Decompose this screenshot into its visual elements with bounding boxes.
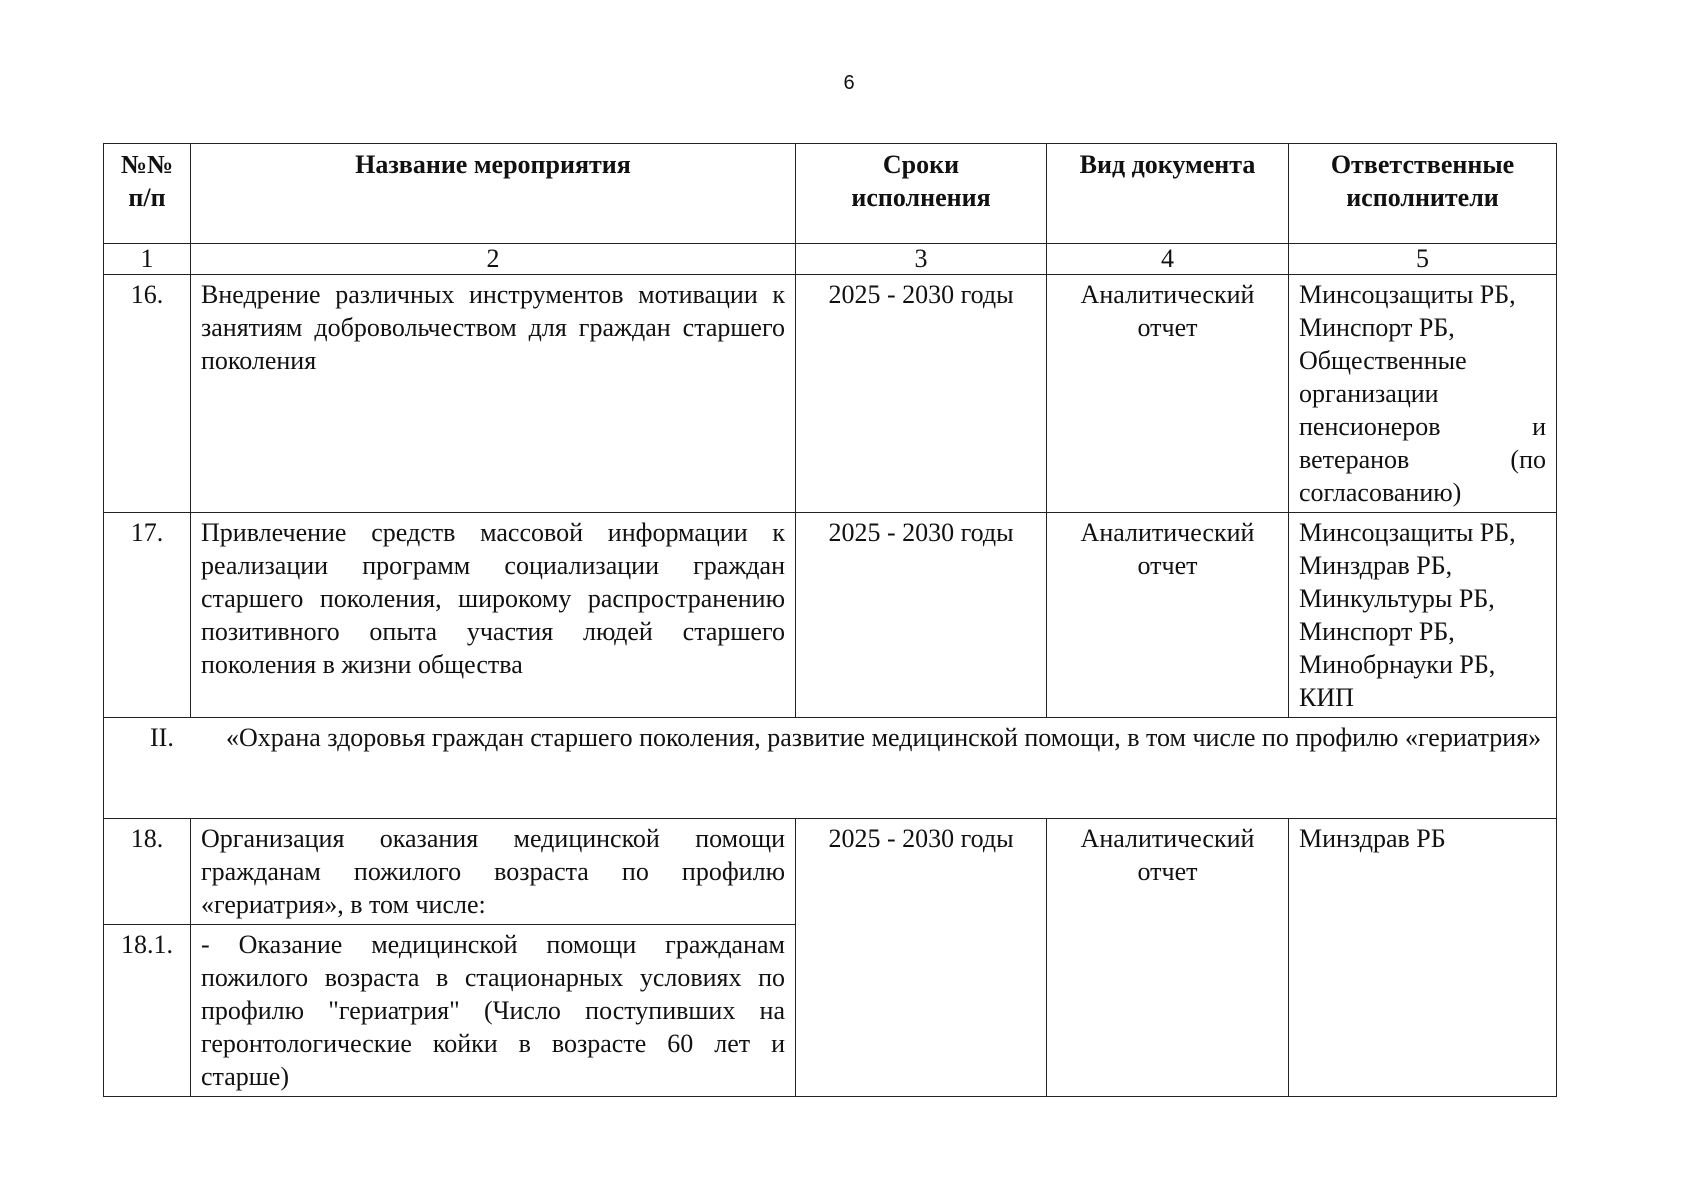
header-number-line-2: п/п [128,183,166,212]
column-number-2: 2 [191,244,796,275]
responsible-line: Минобрнауки РБ, [1299,650,1496,679]
action-plan-table [103,143,1557,1097]
row-number: 16. [104,275,191,513]
responsible-line: Минсоцзащиты РБ, [1299,280,1516,309]
header-deadlines-line-2: исполнения [851,183,991,212]
event-name: - Оказание медицинской помощи гражданам пожилого возраста в стационарных условиях по профилю "гериатрия" (Число поступивших на геронтологические койки в возрасте 60 лет и старше) [191,925,796,1097]
page-number: 6 [843,72,855,94]
row-number: 18.1. [104,925,191,1097]
column-number-1: 1 [104,244,191,275]
section-number: II. [150,723,174,752]
header-document-type-text: Вид документа [1079,150,1256,179]
section-cell [104,718,1557,819]
row-number: 18. [104,819,191,925]
responsible-line: Минкультуры РБ, [1299,584,1495,613]
section-row [104,718,1557,819]
responsible-line: Минспорт РБ, [1299,617,1455,646]
column-number-5: 5 [1289,244,1557,275]
responsible-executors: Минздрав РБ [1289,819,1557,1097]
header-responsible [1289,144,1557,244]
section-title: «Охрана здоровья граждан старшего поколения, развитие медицинской помощи, в том числе по профилю «гериатрия» [226,723,1542,752]
event-name: Организация оказания медицинской помощи гражданам пожилого возраста по профилю «гериатрия», в том числе: [191,819,796,925]
table-row-17 [104,513,1557,718]
document-type: Аналитический отчет [1047,275,1289,513]
responsible-executors [1289,275,1557,513]
column-number-3: 3 [796,244,1047,275]
responsible-line: Минздрав РБ, [1299,551,1453,580]
responsible-executors [1289,513,1557,718]
event-name: Внедрение различных инструментов мотивации к занятиям добровольчеством для граждан старшего поколения [191,275,796,513]
deadline: 2025 - 2030 годы [796,513,1047,718]
responsible-line: Минсоцзащиты РБ, [1299,518,1516,547]
row-number: 17. [104,513,191,718]
header-responsible-line-2: исполнители [1346,183,1499,212]
header-number [104,144,191,244]
table-row-18 [104,819,1557,925]
deadline: 2025 - 2030 годы [796,275,1047,513]
document-type: Аналитический отчет [1047,513,1289,718]
table-header-row [104,144,1557,244]
header-responsible-line-1: Ответственные [1330,150,1515,179]
header-event-name-text: Название мероприятия [355,150,631,179]
header-event-name [191,144,796,244]
header-deadlines-line-1: Сроки [882,150,960,179]
deadline: 2025 - 2030 годы [796,819,1047,1097]
event-name: Привлечение средств массовой информации к реализации программ социализации граждан старшего поколения, широкому распространению позитивного опыта участия людей старшего поколения в жизни общества [191,513,796,718]
column-number-row [104,244,1557,275]
table-row-16 [104,275,1557,513]
column-number-4: 4 [1047,244,1289,275]
header-number-line-1: №№ [120,150,174,179]
document-type: Аналитический отчет [1047,819,1289,1097]
responsible-line: Минспорт РБ, [1299,313,1455,342]
header-deadlines [796,144,1047,244]
header-document-type [1047,144,1289,244]
responsible-line: КИП [1299,683,1354,712]
responsible-line: Общественные организации пенсионеров и ветеранов (по согласованию) [1299,346,1546,507]
